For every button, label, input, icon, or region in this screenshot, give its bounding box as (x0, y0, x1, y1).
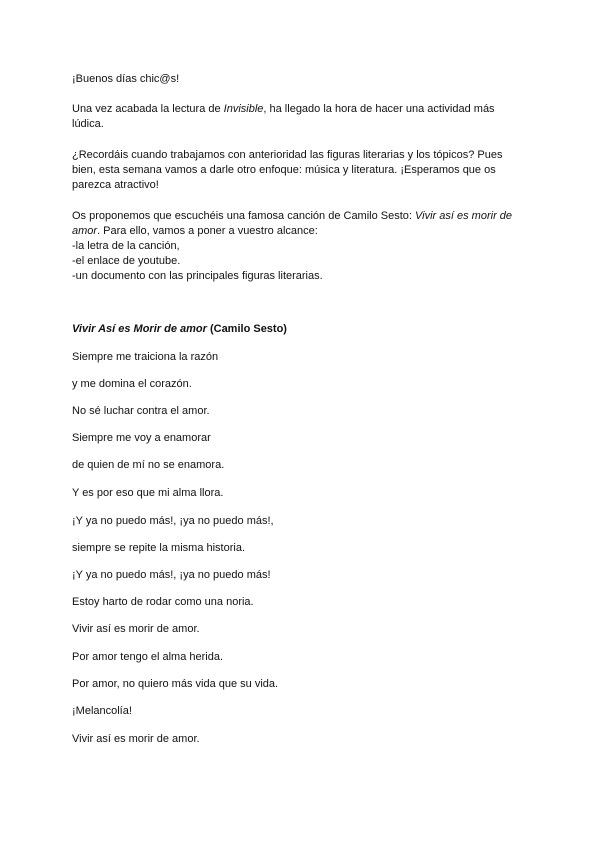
p3-text-a: Os proponemos que escuchéis una famosa canción de Camilo Sesto: (72, 210, 416, 222)
lyric-line: Siempre me voy a enamorar (72, 432, 211, 444)
song-title-italic: Vivir Así es Morir de amor (72, 323, 207, 335)
lyric-line: ¡Y ya no puedo más!, ¡ya no puedo más!, (72, 515, 274, 527)
lyric-line: Vivir así es morir de amor. (72, 623, 200, 635)
p2-line-3: parezca atractivo! (72, 179, 159, 191)
p2-line-1: ¿Recordáis cuando trabajamos con anterioridad las figuras literarias y los tópicos? Pues (72, 149, 503, 161)
lyric-line: Vivir así es morir de amor. (72, 733, 200, 745)
lyric-line: No sé luchar contra el amor. (72, 405, 210, 417)
p2-line-2: bien, esta semana vamos a darle otro enfoque: música y literatura. ¡Esperamos que os (72, 164, 496, 176)
song-title-inline-2: amor (72, 225, 98, 237)
p1-text-b: , ha llegado la hora de hacer una actividad más (263, 103, 495, 115)
lyric-line: Estoy harto de rodar como una noria. (72, 596, 254, 608)
song-title-inline-1: Vivir así es morir de (415, 210, 513, 222)
book-title: Invisible (223, 103, 264, 115)
lyric-line: siempre se repite la misma historia. (72, 542, 246, 554)
song-title (72, 322, 532, 337)
lyric-line: ¡Y ya no puedo más!, ¡ya no puedo más! (72, 569, 271, 581)
p3-text-b: . Para ello, vamos a poner a vuestro alcance: (97, 225, 318, 237)
lyric-line: ¡Melancolía! (72, 705, 132, 717)
intro-paragraph-3 (72, 209, 532, 284)
intro-paragraph-2 (72, 148, 532, 193)
lyric-line: Por amor, no quiero más vida que su vida. (72, 678, 279, 690)
intro-paragraph-1 (72, 102, 532, 132)
lyric-line: Por amor tengo el alma herida. (72, 651, 224, 663)
lyric-line: de quien de mí no se enamora. (72, 459, 225, 471)
lyric-line: Siempre me traiciona la razón (72, 351, 219, 363)
resource-list-item: -el enlace de youtube. (72, 255, 181, 267)
p1-text-c: lúdica. (72, 118, 104, 130)
song-artist: (Camilo Sesto) (206, 323, 287, 335)
resource-list-item: -la letra de la canción, (72, 240, 180, 252)
resource-list-item: -un documento con las principales figuras literarias. (72, 270, 323, 282)
p1-text-a: Una vez acabada la lectura de (72, 103, 224, 115)
greeting: ¡Buenos días chic@s! (72, 73, 180, 85)
lyric-line: Y es por eso que mi alma llora. (72, 487, 224, 499)
lyric-line: y me domina el corazón. (72, 378, 192, 390)
